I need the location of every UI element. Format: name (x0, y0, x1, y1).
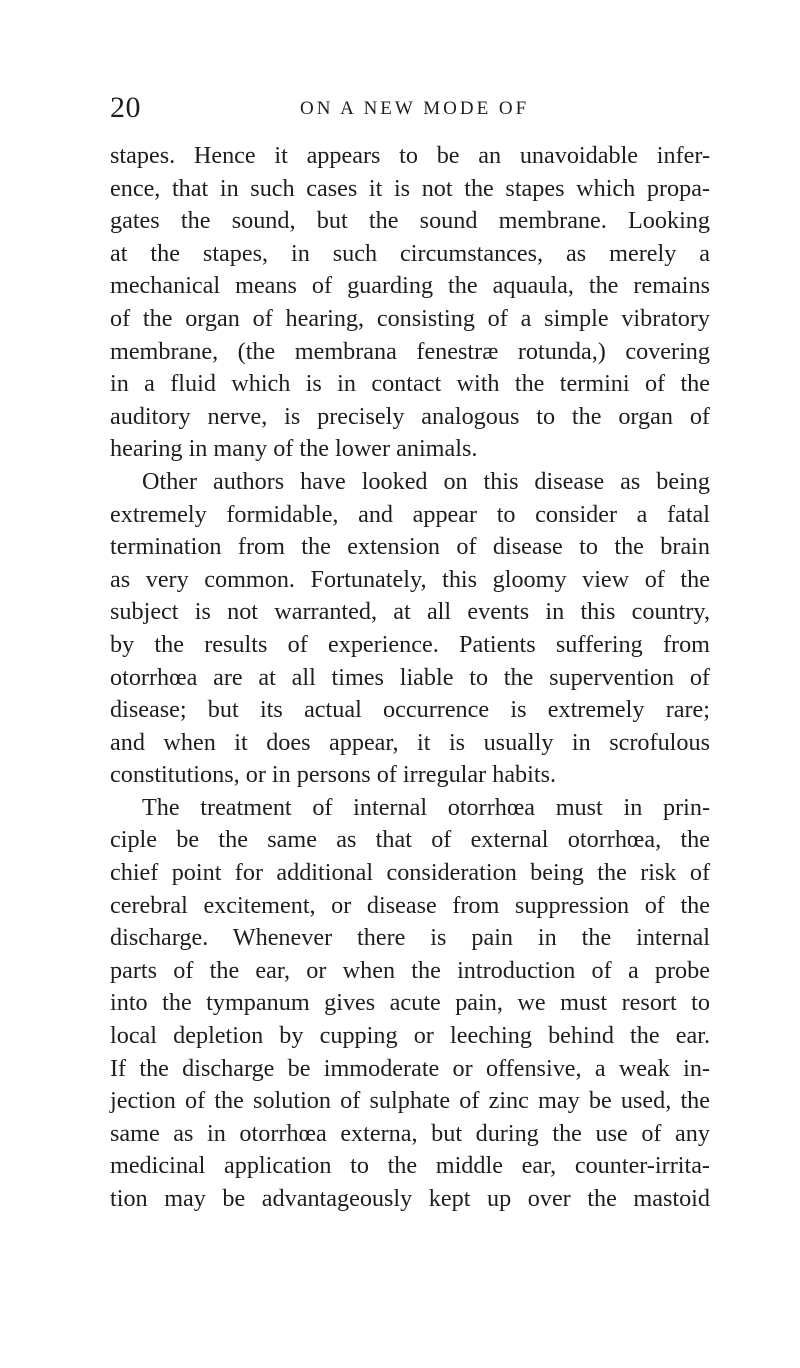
text-line: jection of the solution of sulphate of zinc may be used, the (110, 1087, 710, 1115)
text-line: tion may be advantageously kept up over the mastoid (110, 1185, 710, 1212)
text-line: discharge. Whenever there is pain in the internal (110, 924, 710, 952)
text-line: constitutions, or in persons of irregular habits. (110, 761, 557, 789)
text-line: cerebral excitement, or disease from suppression of the (110, 891, 710, 919)
text-line: The treatment of internal otorrhœa must in prin- (142, 793, 710, 821)
text-line: stapes. Hence it appears to be an unavoidable infer- (110, 142, 710, 169)
text-line: local depletion by cupping or leeching behind the ear. (110, 1022, 710, 1050)
text-line: ence, that in such cases it is not the stapes which propa- (110, 174, 710, 202)
paragraph (110, 466, 710, 792)
text-line: as very common. Fortunately, this gloomy view of the (110, 565, 710, 593)
text-line: medicinal application to the middle ear, counter-irrita- (110, 1152, 710, 1180)
text-line: hearing in many of the lower animals. (110, 435, 478, 463)
text-line: ciple be the same as that of external otorrhœa, the (110, 826, 710, 854)
paragraph (110, 792, 710, 1216)
paragraph (110, 140, 710, 466)
text-line: gates the sound, but the sound membrane. Looking (110, 207, 710, 235)
text-line: same as in otorrhœa externa, but during the use of any (110, 1119, 710, 1147)
running-head: ON A NEW MODE OF (300, 98, 530, 119)
page-number: 20 (110, 91, 141, 124)
text-line: of the organ of hearing, consisting of a simple vibratory (110, 304, 710, 332)
text-line: in a fluid which is in contact with the termini of the (110, 370, 710, 398)
text-line: parts of the ear, or when the introduction of a probe (110, 956, 710, 984)
text-line: auditory nerve, is precisely analogous to the organ of (110, 402, 710, 430)
text-line: into the tympanum gives acute pain, we must resort to (110, 989, 710, 1017)
text-line: Other authors have looked on this disease as being (142, 467, 710, 495)
text-line: chief point for additional consideration being the risk of (110, 859, 710, 887)
text-line: membrane, (the membrana fenestræ rotunda,) covering (110, 337, 710, 365)
text-line: subject is not warranted, at all events in this country, (110, 598, 710, 626)
body-text (110, 140, 710, 1216)
text-line: at the stapes, in such circumstances, as merely a (110, 239, 710, 267)
text-line: otorrhœa are at all times liable to the supervention of (110, 663, 710, 691)
text-line: extremely formidable, and appear to consider a fatal (110, 500, 710, 528)
text-line: If the discharge be immoderate or offensive, a weak in- (110, 1054, 710, 1082)
text-line: mechanical means of guarding the aquaula, the remains (110, 272, 710, 300)
text-line: by the results of experience. Patients suffering from (110, 630, 710, 658)
text-line: disease; but its actual occurrence is extremely rare; (110, 696, 710, 724)
text-line: and when it does appear, it is usually in scrofulous (110, 728, 710, 756)
page-header (110, 88, 710, 128)
text-line: termination from the extension of disease to the brain (110, 533, 710, 561)
